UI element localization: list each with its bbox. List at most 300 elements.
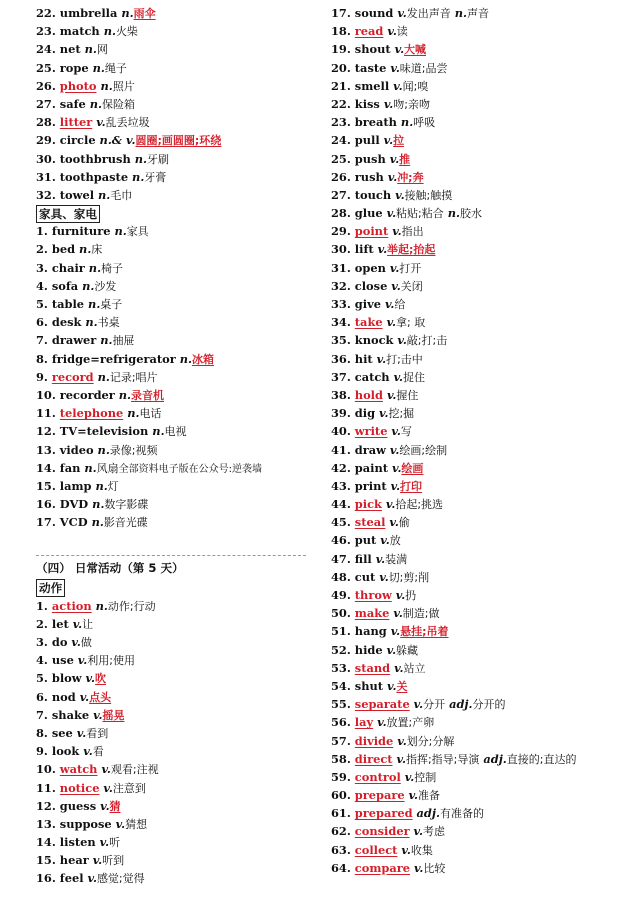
entry-number: 17. bbox=[331, 6, 351, 20]
entry-meaning: 有准备的 bbox=[439, 807, 484, 821]
entry-word: record bbox=[51, 369, 94, 384]
entry-part-of-speech: v. bbox=[393, 369, 403, 384]
vocab-entry bbox=[331, 768, 631, 786]
entry-meaning: 关 bbox=[396, 679, 408, 693]
entry-number: 8. bbox=[36, 351, 48, 366]
entry-number: 7. bbox=[36, 707, 48, 722]
entry-meaning: 躲藏 bbox=[396, 643, 419, 657]
entry-meaning: 写 bbox=[400, 425, 412, 439]
entry-word: pick bbox=[354, 497, 382, 512]
entry-word: drawer bbox=[51, 333, 97, 348]
vocab-entry bbox=[331, 859, 631, 877]
entry-part-of-speech: v. bbox=[115, 816, 126, 831]
entry-meaning: 切;剪;削 bbox=[388, 570, 430, 584]
vocab-entry bbox=[331, 131, 631, 149]
entry-part-of-speech: v. bbox=[379, 406, 389, 421]
entry-part-of-speech: v. bbox=[393, 78, 403, 93]
entry-number: 3. bbox=[36, 260, 48, 275]
entry-word: look bbox=[51, 744, 80, 759]
entry-part-of-speech: n. bbox=[84, 42, 97, 57]
entry-meaning: 圆圈;画圆圈;环绕 bbox=[135, 134, 222, 148]
entry-number: 16. bbox=[36, 871, 56, 886]
entry-meaning: 举起;抬起 bbox=[387, 243, 436, 257]
entry-word: recorder bbox=[59, 387, 115, 402]
vocab-entry bbox=[36, 742, 316, 760]
entry-number: 11. bbox=[36, 406, 56, 421]
entry-word: smell bbox=[354, 78, 390, 93]
entry-meaning: 影音光碟 bbox=[103, 516, 148, 530]
entry-number: 64. bbox=[331, 860, 351, 875]
entry-meaning: 床 bbox=[91, 243, 103, 257]
entry-word: hold bbox=[354, 387, 383, 402]
entry-meaning: 毛巾 bbox=[110, 188, 133, 202]
entry-meaning: 推 bbox=[399, 152, 411, 166]
entry-number: 51. bbox=[331, 624, 351, 639]
entry-word: glue bbox=[354, 206, 383, 221]
entry-part-of-speech: v. bbox=[387, 24, 397, 39]
entry-number: 26. bbox=[36, 78, 56, 93]
entry-number: 4. bbox=[36, 278, 48, 293]
entry-word: fridge=refrigerator bbox=[51, 351, 176, 366]
entry-part-of-speech: v. bbox=[101, 762, 111, 777]
entry-number: 41. bbox=[331, 442, 351, 457]
vocab-entry bbox=[331, 331, 631, 349]
entry-part-of-speech: v. bbox=[397, 733, 407, 748]
entry-part-of-speech: v. bbox=[386, 642, 397, 657]
entry-meaning: 沙发 bbox=[94, 279, 117, 293]
entry-meaning: 牙刷 bbox=[146, 152, 169, 166]
entry-part-of-speech: n. bbox=[97, 442, 110, 457]
entry-word: lift bbox=[354, 242, 374, 257]
entry-word: collect bbox=[354, 842, 398, 857]
entry-word: compare bbox=[354, 860, 410, 875]
entry-part-of-speech: v. bbox=[397, 6, 407, 20]
vocab-entry bbox=[36, 59, 316, 77]
entry-word: DVD bbox=[59, 497, 89, 512]
entry-meaning: 划分;分解 bbox=[406, 734, 455, 748]
entry-word: make bbox=[354, 606, 390, 621]
entry-part-of-speech: n. bbox=[84, 460, 97, 475]
entry-meaning: 吹 bbox=[94, 672, 106, 686]
entry-number: 32. bbox=[331, 278, 351, 293]
entry-number: 12. bbox=[36, 798, 56, 813]
entry-number: 61. bbox=[331, 806, 351, 821]
entry-word: listen bbox=[59, 835, 96, 850]
entry-number: 29. bbox=[36, 133, 56, 148]
entry-meaning: 装满 bbox=[385, 552, 408, 566]
entry-part-of-speech: n. bbox=[88, 260, 102, 275]
entry-meaning: 听 bbox=[109, 836, 121, 850]
entry-part-of-speech-2: adj. bbox=[449, 697, 473, 712]
entry-meaning: 电话 bbox=[139, 407, 162, 421]
entry-meaning: 接触;触摸 bbox=[404, 188, 453, 202]
vocab-entry bbox=[36, 760, 316, 778]
vocab-entry bbox=[331, 732, 631, 750]
entry-meaning: 准备 bbox=[418, 789, 441, 803]
entry-meaning: 敲;打;击 bbox=[406, 334, 448, 348]
entry-word: knock bbox=[354, 333, 394, 348]
entry-part-of-speech: v. bbox=[390, 60, 400, 75]
entry-number: 33. bbox=[331, 297, 351, 311]
entry-number: 17. bbox=[36, 515, 56, 530]
entry-part-of-speech: v. bbox=[401, 842, 411, 857]
entry-part-of-speech: n. bbox=[132, 169, 145, 184]
vocab-entry bbox=[36, 706, 316, 724]
entry-part-of-speech: v. bbox=[93, 707, 103, 722]
entry-number: 53. bbox=[331, 660, 351, 675]
entry-part-of-speech: v. bbox=[380, 533, 390, 548]
vocab-entry bbox=[331, 750, 631, 768]
entry-meaning: 打;击中 bbox=[386, 352, 423, 366]
entry-word: do bbox=[51, 635, 68, 649]
section-divider bbox=[36, 555, 306, 556]
vocab-entry bbox=[36, 186, 316, 204]
vocab-entry bbox=[331, 313, 631, 331]
vocab-entry bbox=[36, 633, 316, 651]
vocab-entry bbox=[36, 131, 316, 149]
entry-meaning: 偷 bbox=[398, 516, 410, 530]
entry-part-of-speech: v. bbox=[413, 697, 424, 712]
entry-number: 1. bbox=[36, 224, 48, 239]
entry-meaning: 录像;视频 bbox=[109, 443, 158, 457]
entry-word: towel bbox=[59, 187, 95, 202]
vocab-entry bbox=[36, 4, 316, 22]
entry-meaning: 味道;品尝 bbox=[399, 61, 448, 75]
entry-number: 60. bbox=[331, 788, 351, 803]
entry-number: 25. bbox=[331, 151, 351, 166]
entry-number: 13. bbox=[36, 816, 56, 831]
entry-part-of-speech: n. bbox=[92, 60, 105, 75]
vocab-entry bbox=[36, 477, 316, 495]
entry-meaning: 保险箱 bbox=[101, 97, 135, 111]
vocab-list-actions-continued bbox=[331, 4, 631, 877]
entry-meaning: 制造;做 bbox=[402, 607, 440, 621]
entry-part-of-speech: n. bbox=[400, 115, 414, 130]
entry-meaning: 指挥;指导;导演 bbox=[405, 752, 480, 766]
entry-number: 35. bbox=[331, 333, 351, 348]
vocab-entry bbox=[331, 22, 631, 40]
entry-meaning: 让 bbox=[82, 617, 94, 631]
vocab-entry bbox=[331, 4, 631, 22]
entry-number: 11. bbox=[36, 780, 56, 795]
vocab-entry bbox=[331, 386, 631, 404]
entry-meaning: 指出 bbox=[401, 225, 424, 239]
entry-meaning: 分开 bbox=[423, 698, 446, 712]
entry-number: 34. bbox=[331, 315, 351, 330]
vocab-entry bbox=[36, 259, 316, 277]
entry-number: 45. bbox=[331, 515, 351, 530]
entry-number: 10. bbox=[36, 762, 56, 777]
entry-word: paint bbox=[354, 460, 389, 475]
entry-part-of-speech: v. bbox=[391, 460, 402, 475]
entry-word: hear bbox=[59, 853, 89, 868]
entry-meaning: 雨伞 bbox=[133, 7, 156, 20]
entry-part-of-speech: v. bbox=[85, 671, 95, 686]
entry-part-of-speech: v. bbox=[377, 242, 388, 257]
entry-meaning: 冰箱 bbox=[191, 352, 214, 366]
entry-word: feel bbox=[59, 871, 84, 886]
entry-number: 7. bbox=[36, 333, 48, 348]
entry-word: touch bbox=[354, 187, 392, 202]
entry-meaning: 牙膏 bbox=[144, 170, 167, 184]
entry-number: 5. bbox=[36, 297, 48, 311]
entry-number: 12. bbox=[36, 424, 56, 439]
vocab-entry bbox=[36, 459, 316, 477]
vocab-entry bbox=[331, 422, 631, 440]
entry-part-of-speech: v. bbox=[394, 42, 405, 57]
vocab-list-furniture bbox=[36, 222, 316, 531]
entry-meaning: 绘画;绘制 bbox=[399, 443, 448, 457]
spacer bbox=[36, 531, 316, 549]
vocab-entry bbox=[36, 295, 316, 313]
vocab-entry bbox=[331, 604, 631, 622]
entry-number: 16. bbox=[36, 497, 56, 512]
entry-part-of-speech: v. bbox=[76, 725, 87, 740]
entry-meaning: 拾起;挑选 bbox=[395, 498, 444, 512]
vocab-entry bbox=[331, 204, 631, 222]
entry-part-of-speech: v. bbox=[390, 478, 401, 493]
entry-number: 5. bbox=[36, 671, 48, 686]
entry-part-of-speech: n. bbox=[152, 424, 165, 439]
entry-number: 63. bbox=[331, 842, 351, 857]
entry-part-of-speech: n. bbox=[92, 497, 105, 512]
entry-number: 29. bbox=[331, 224, 351, 239]
entry-part-of-speech: n. bbox=[134, 151, 147, 166]
entry-word: steal bbox=[354, 515, 386, 530]
vocab-entry bbox=[36, 150, 316, 168]
entry-word: point bbox=[354, 224, 389, 239]
entry-part-of-speech-2: n. bbox=[447, 206, 460, 221]
vocab-entry bbox=[36, 688, 316, 706]
entry-word: VCD bbox=[59, 515, 88, 530]
entry-part-of-speech: n. bbox=[179, 351, 192, 366]
entry-part-of-speech: v. bbox=[408, 788, 419, 803]
vocab-entry bbox=[331, 495, 631, 513]
entry-word: guess bbox=[59, 798, 97, 813]
entry-word: direct bbox=[354, 751, 393, 766]
entry-part-of-speech: v. bbox=[391, 424, 401, 439]
vocab-entry bbox=[36, 851, 316, 869]
vocab-entry bbox=[331, 168, 631, 186]
vocab-entry bbox=[331, 186, 631, 204]
entry-word: fill bbox=[354, 551, 372, 566]
entry-number: 30. bbox=[331, 242, 351, 257]
entry-part-of-speech: v. bbox=[386, 206, 397, 221]
entry-word: prepare bbox=[354, 788, 405, 803]
entry-part-of-speech: v. bbox=[404, 769, 415, 784]
entry-number: 6. bbox=[36, 315, 48, 330]
entry-number: 56. bbox=[331, 715, 351, 730]
entry-meaning: 动作;行动 bbox=[107, 599, 156, 613]
vocab-entry bbox=[331, 259, 631, 277]
entry-word: nod bbox=[51, 689, 76, 704]
entry-word: toothbrush bbox=[59, 151, 131, 166]
vocab-entry bbox=[331, 40, 631, 58]
entry-word: hit bbox=[354, 351, 373, 366]
entry-number: 32. bbox=[36, 187, 56, 202]
entry-word: umbrella bbox=[59, 6, 118, 20]
entry-number: 48. bbox=[331, 569, 351, 584]
entry-meaning: 比较 bbox=[423, 861, 446, 875]
entry-word: match bbox=[59, 24, 100, 39]
entry-meaning: 打开 bbox=[399, 261, 422, 275]
entry-meaning: 桌子 bbox=[100, 298, 123, 311]
entry-meaning: 听到 bbox=[102, 854, 125, 868]
furniture-heading-row bbox=[36, 204, 316, 222]
entry-part-of-speech-2: adj. bbox=[483, 751, 507, 766]
entry-word: divide bbox=[354, 733, 394, 748]
entry-part-of-speech-2: n. bbox=[454, 6, 467, 20]
entry-number: 22. bbox=[36, 6, 56, 20]
entry-part-of-speech: n. bbox=[118, 387, 132, 402]
entry-part-of-speech: v. bbox=[377, 715, 387, 730]
entry-word: write bbox=[354, 424, 388, 439]
entry-meaning: 数字影碟 bbox=[104, 498, 149, 512]
right-column bbox=[331, 4, 631, 877]
entry-number: 1. bbox=[36, 598, 48, 613]
section-title: （四） 日常活动（第 5 天） bbox=[36, 561, 184, 576]
entry-number: 31. bbox=[331, 260, 351, 275]
entry-meaning: 拿; 取 bbox=[396, 316, 426, 330]
action-heading: 动作 bbox=[36, 579, 65, 597]
entry-meaning: 捉住 bbox=[403, 370, 425, 384]
vocab-entry bbox=[36, 40, 316, 58]
entry-part-of-speech: n. bbox=[85, 315, 98, 330]
entry-meaning: 利用;使用 bbox=[87, 654, 135, 668]
entry-number: 52. bbox=[331, 642, 351, 657]
entry-meaning: 绘画 bbox=[401, 461, 424, 475]
entry-meaning: 绳子 bbox=[104, 61, 127, 75]
entry-number: 9. bbox=[36, 744, 48, 759]
entry-word: shut bbox=[354, 678, 384, 693]
vocab-entry bbox=[331, 459, 631, 477]
entry-part-of-speech: v. bbox=[395, 187, 405, 202]
entry-meaning: 猜想 bbox=[125, 817, 148, 831]
entry-part-of-speech: n. bbox=[82, 278, 95, 293]
vocab-entry bbox=[331, 277, 631, 295]
entry-meaning: 注意到 bbox=[112, 781, 146, 795]
vocab-entry bbox=[331, 804, 631, 822]
entry-meaning: 呼吸 bbox=[413, 116, 436, 130]
vocab-entry bbox=[331, 441, 631, 459]
entry-word: breath bbox=[354, 115, 397, 130]
entry-word: table bbox=[51, 297, 85, 311]
entry-meaning: 打印 bbox=[400, 479, 423, 493]
entry-number: 15. bbox=[36, 478, 56, 493]
vocab-entry bbox=[331, 95, 631, 113]
entry-number: 39. bbox=[331, 406, 351, 421]
vocab-entry bbox=[331, 404, 631, 422]
entry-word: notice bbox=[59, 780, 100, 795]
entry-meaning: 冲;奔 bbox=[397, 170, 424, 184]
entry-part-of-speech: n.& v. bbox=[99, 133, 136, 148]
vocab-entry bbox=[331, 786, 631, 804]
entry-word: see bbox=[51, 725, 73, 740]
entry-part-of-speech: v. bbox=[87, 871, 97, 886]
vocab-entry bbox=[331, 77, 631, 95]
vocab-entry bbox=[331, 822, 631, 840]
entry-word: prepared bbox=[354, 806, 413, 821]
entry-word: action bbox=[51, 598, 92, 613]
entry-number: 58. bbox=[331, 751, 351, 766]
vocab-entry bbox=[36, 22, 316, 40]
vocab-entry bbox=[331, 641, 631, 659]
entry-word: draw bbox=[354, 442, 386, 457]
entry-number: 23. bbox=[36, 24, 56, 39]
vocab-entry bbox=[331, 477, 631, 495]
entry-part-of-speech: v. bbox=[395, 588, 406, 602]
entry-word: hide bbox=[354, 642, 383, 657]
entry-meaning: 照片 bbox=[112, 79, 135, 93]
vocab-entry bbox=[331, 659, 631, 677]
entry-number: 24. bbox=[36, 42, 56, 57]
entry-part-of-speech: n. bbox=[114, 224, 127, 239]
entry-word: lay bbox=[354, 715, 374, 730]
vocab-entry bbox=[36, 95, 316, 113]
entry-part-of-speech: v. bbox=[393, 606, 403, 621]
entry-meaning: 书桌 bbox=[97, 316, 120, 330]
entry-meaning: 电视 bbox=[164, 425, 187, 439]
entry-word: give bbox=[354, 297, 381, 311]
entry-part-of-speech: v. bbox=[413, 824, 423, 839]
vocab-entry bbox=[331, 368, 631, 386]
entry-word: watch bbox=[59, 762, 98, 777]
entry-meaning: 挖;掘 bbox=[388, 407, 415, 421]
entry-meaning: 看 bbox=[92, 745, 104, 759]
entry-meaning: 椅子 bbox=[101, 261, 124, 275]
entry-part-of-speech: n. bbox=[98, 187, 111, 202]
vocab-entry bbox=[36, 404, 316, 422]
entry-number: 6. bbox=[36, 689, 48, 704]
entry-number: 43. bbox=[331, 478, 351, 493]
vocab-entry bbox=[36, 495, 316, 513]
entry-part-of-speech: v. bbox=[376, 351, 387, 366]
entry-meaning: 控制 bbox=[414, 770, 437, 784]
entry-word: circle bbox=[59, 133, 96, 148]
entry-part-of-speech: v. bbox=[389, 515, 399, 530]
entry-word: taste bbox=[354, 60, 387, 75]
entry-part-of-speech: v. bbox=[390, 624, 401, 639]
entry-part-of-speech: v. bbox=[413, 860, 424, 875]
entry-number: 10. bbox=[36, 387, 56, 402]
vocab-entry bbox=[36, 869, 316, 887]
action-heading-row bbox=[36, 578, 316, 596]
vocab-entry bbox=[331, 222, 631, 240]
entry-meaning: 闻;嗅 bbox=[402, 79, 429, 93]
vocab-entry bbox=[331, 113, 631, 131]
entry-number: 28. bbox=[331, 206, 351, 221]
entry-word: throw bbox=[354, 588, 392, 602]
entry-part-of-speech: n. bbox=[95, 478, 108, 493]
entry-word: fan bbox=[59, 460, 81, 475]
furniture-heading: 家具、家电 bbox=[36, 205, 100, 223]
entry-part-of-speech: n. bbox=[91, 515, 104, 530]
entry-part-of-speech: v. bbox=[77, 653, 88, 668]
entry-word: lamp bbox=[59, 478, 92, 493]
entry-word: open bbox=[354, 260, 386, 275]
entry-meaning: 关闭 bbox=[400, 279, 423, 293]
entry-part-of-speech: v. bbox=[392, 224, 402, 239]
entry-meaning: 读 bbox=[396, 25, 408, 39]
entry-number: 25. bbox=[36, 60, 56, 75]
entry-word: sound bbox=[354, 6, 394, 20]
entry-word: catch bbox=[354, 369, 390, 384]
vocab-entry bbox=[331, 513, 631, 531]
vocab-entry bbox=[331, 550, 631, 568]
entry-meaning: 录音机 bbox=[131, 388, 165, 402]
entry-meaning: 灯 bbox=[107, 479, 119, 493]
entry-part-of-speech: n. bbox=[97, 369, 110, 384]
